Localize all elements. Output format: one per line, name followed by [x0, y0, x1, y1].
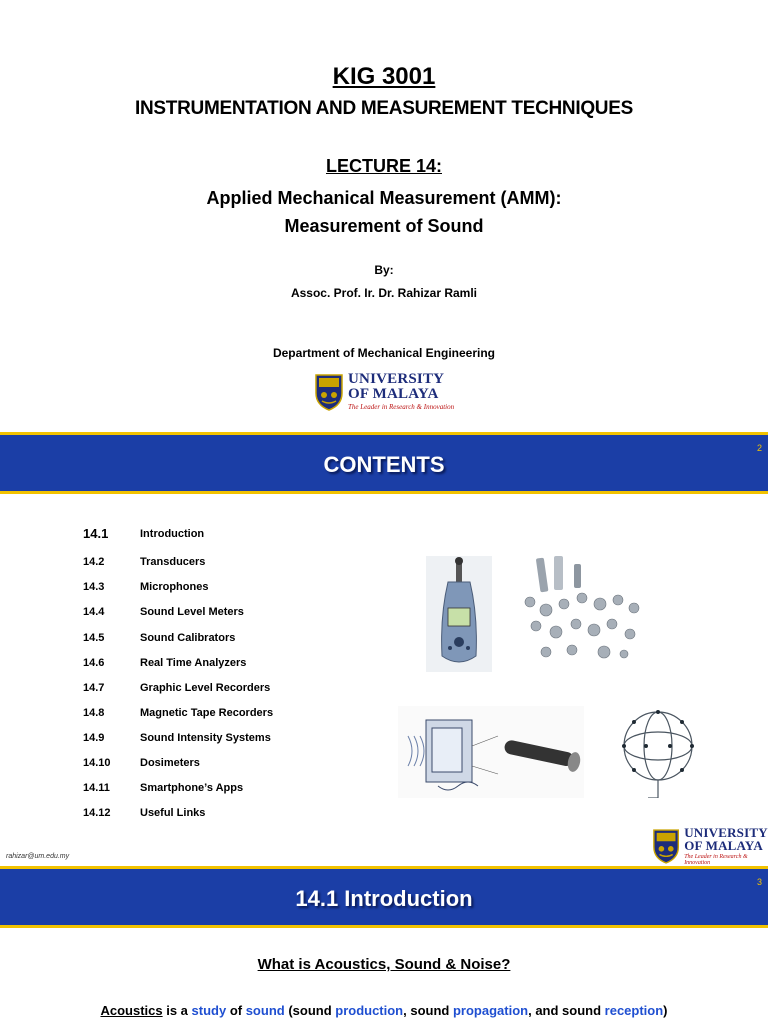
item-number: 14.8 [83, 707, 105, 719]
introduction-title: 14.1 Introduction [295, 886, 473, 911]
item-label: Useful Links [140, 807, 206, 819]
microphone-array-image [612, 702, 704, 798]
item-number: 14.3 [83, 581, 105, 593]
slide-number: 2 [756, 443, 762, 453]
logo-line2: OF MALAYA [348, 386, 439, 402]
crest-icon [314, 373, 344, 411]
item-number: 14.2 [83, 556, 105, 568]
item-label: Magnetic Tape Recorders [140, 707, 274, 719]
logo-tagline: The Leader in Research & Innovation [684, 854, 748, 866]
logo-line1: UNIVERSITY [684, 825, 768, 840]
definition-keyword: study [191, 1003, 227, 1018]
microphones-image [516, 554, 646, 664]
definition-text: , sound [403, 1003, 453, 1018]
lecture-subtitle-line2: Measurement of Sound [284, 216, 484, 236]
item-label: Dosimeters [140, 757, 200, 769]
definition-text: (sound [284, 1003, 336, 1018]
contents-title: CONTENTS [323, 452, 445, 477]
definition-text: , and sound [528, 1003, 605, 1018]
definition-keyword: sound [245, 1003, 285, 1018]
item-label: Graphic Level Recorders [140, 682, 271, 694]
contents-banner [0, 432, 768, 494]
course-title: INSTRUMENTATION AND MEASUREMENT TECHNIQUES [135, 98, 633, 119]
department-name: Department of Mechanical Engineering [272, 346, 496, 360]
introduction-banner [0, 866, 768, 928]
section-question: What is Acoustics, Sound & Noise? [257, 956, 511, 973]
lecture-subtitle-line1: Applied Mechanical Measurement (AMM): [206, 188, 562, 208]
item-label: Sound Calibrators [140, 632, 236, 644]
item-number: 14.1 [83, 526, 109, 541]
item-label: Real Time Analyzers [140, 657, 247, 669]
course-code: KIG 3001 [332, 63, 436, 90]
university-logo [652, 826, 768, 866]
title-slide [0, 0, 768, 432]
acoustics-definition [0, 1003, 768, 1018]
item-number: 14.4 [83, 606, 105, 618]
item-number: 14.6 [83, 657, 105, 669]
definition-keyword: production [335, 1003, 404, 1018]
item-number: 14.10 [83, 757, 111, 769]
definition-term: Acoustics [100, 1003, 163, 1018]
lecture-number: LECTURE 14: [325, 156, 442, 176]
item-number: 14.9 [83, 732, 105, 744]
definition-keyword: propagation [452, 1003, 529, 1018]
item-label: Transducers [140, 556, 206, 568]
footer-email: rahizar@um.edu.my [6, 853, 70, 860]
by-label: By: [374, 263, 394, 277]
item-label: Microphones [140, 581, 209, 593]
microphone-diagram-image [398, 706, 584, 798]
definition-text: is a [162, 1003, 192, 1018]
contents-slide [0, 432, 768, 866]
item-number: 14.5 [83, 632, 105, 644]
item-number: 14.12 [83, 807, 111, 819]
item-label: Smartphone’s Apps [140, 782, 244, 794]
sound-level-meter-image [426, 556, 492, 672]
crest-icon [652, 827, 680, 865]
definition-text: ) [663, 1003, 668, 1018]
author-name: Assoc. Prof. Ir. Dr. Rahizar Ramli [290, 286, 478, 300]
item-label: Introduction [140, 528, 205, 540]
slide-number: 3 [756, 877, 762, 887]
item-number: 14.7 [83, 682, 105, 694]
logo-line1: UNIVERSITY [348, 371, 445, 387]
university-logo [314, 372, 454, 411]
definition-text: of [226, 1003, 246, 1018]
item-label: Sound Intensity Systems [140, 732, 271, 744]
logo-line2: OF MALAYA [684, 838, 763, 853]
item-label: Sound Level Meters [140, 606, 244, 618]
introduction-slide [0, 866, 768, 1024]
item-number: 14.11 [83, 782, 110, 794]
logo-tagline: The Leader in Research & Innovation [348, 403, 455, 411]
definition-keyword: reception [604, 1003, 664, 1018]
